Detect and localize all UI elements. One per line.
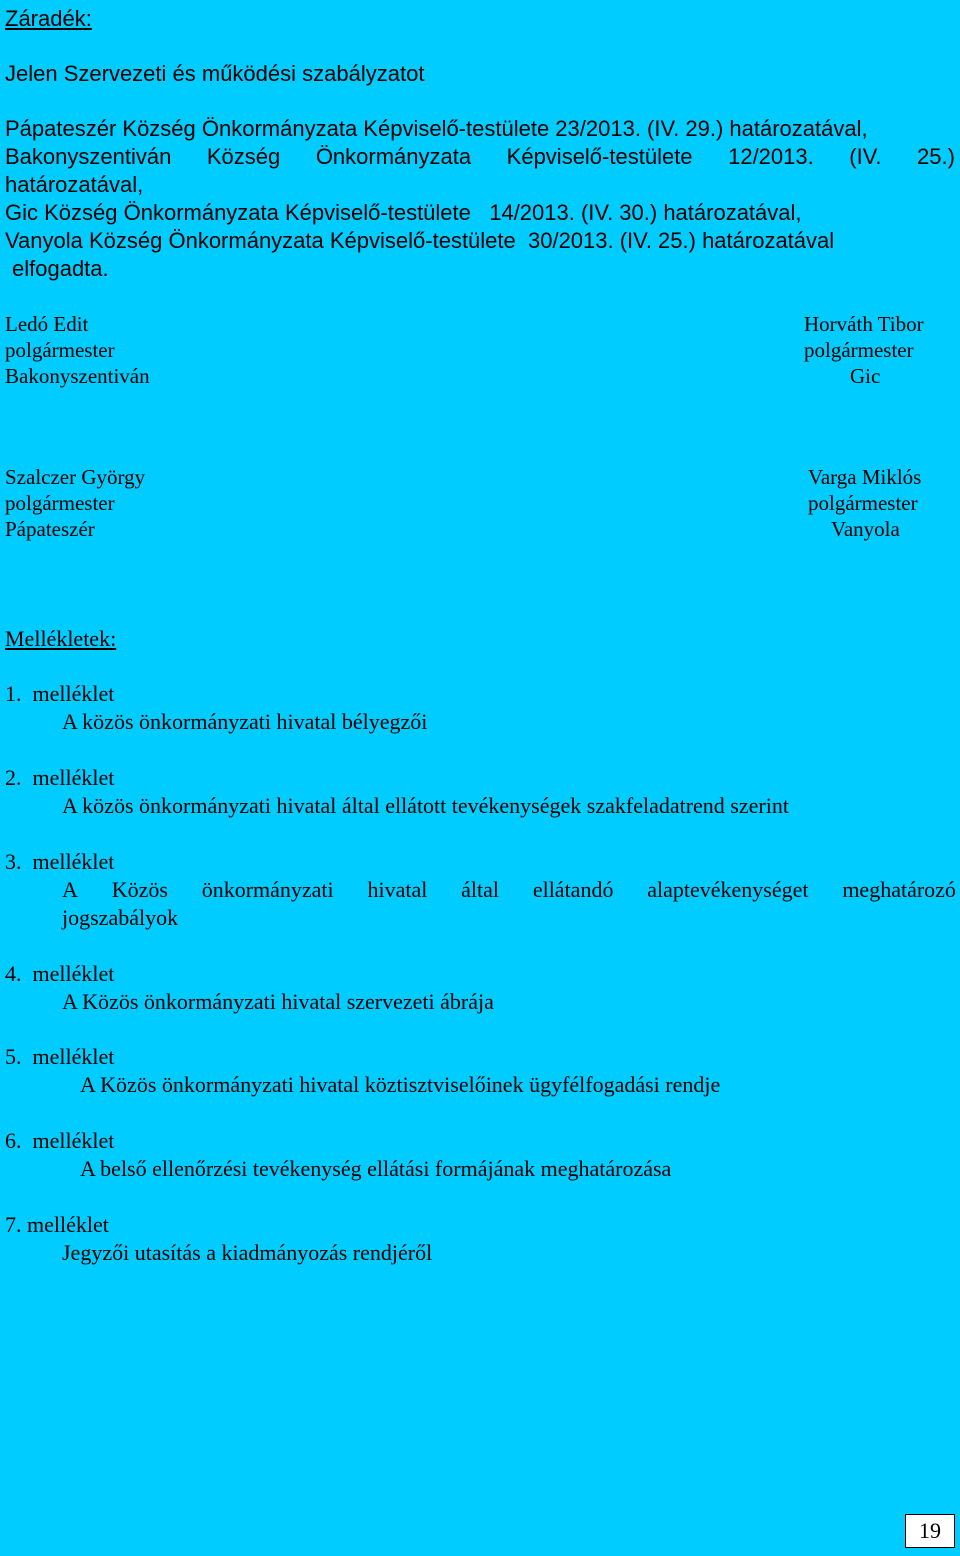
resolution-vanyola: Vanyola Község Önkormányzata Képviselő-testülete 30/2013. (IV. 25.) határozatával: [5, 228, 835, 253]
annex-text: A közös önkormányzati hivatal bélyegzői: [62, 709, 428, 734]
resolution-word: 25.): [917, 144, 955, 169]
intro-text: Jelen Szervezeti és működési szabályzatot: [5, 61, 425, 86]
resolution-papateszer: Pápateszér Község Önkormányzata Képviselő-testülete 23/2013. (IV. 29.) határozatával,: [5, 116, 868, 141]
signatory-block-right-1: [804, 311, 924, 389]
annex-label: 7. melléklet: [5, 1212, 109, 1237]
signatory-title: polgármester: [5, 491, 115, 515]
signatory-name: Ledó Edit: [5, 312, 89, 336]
signatory-name: Horváth Tibor: [804, 312, 924, 336]
signatory-block-right-2: [808, 464, 921, 542]
annex-label: 6. melléklet: [5, 1128, 115, 1153]
annex-label: 3. melléklet: [5, 849, 115, 874]
signatory-place: Gic: [850, 364, 881, 388]
annex-text: A közös önkormányzati hivatal által ellátott tevékenységek szakfeladatrend szerint: [62, 793, 789, 818]
signatory-place: Vanyola: [831, 517, 900, 541]
signatory-title: polgármester: [804, 338, 914, 362]
annex-text: A Közös önkormányzati hivatal szervezeti ábrája: [62, 989, 494, 1014]
page-number: 19: [905, 1514, 955, 1548]
section-heading: Záradék:: [5, 6, 92, 31]
annex-word: által: [461, 877, 500, 902]
annex-label: 1. melléklet: [5, 681, 115, 706]
resolution-word: Önkormányzata: [315, 144, 472, 169]
annex-text: A Közös önkormányzati hivatal köztisztviselőinek ügyfélfogadási rendje: [80, 1072, 721, 1097]
resolution-bakonyszentivan: [5, 144, 955, 170]
annexes-heading: Mellékletek:: [5, 626, 117, 651]
resolution-continuation: határozatával,: [5, 172, 144, 197]
signatory-title: polgármester: [5, 338, 115, 362]
signatory-place: Pápateszér: [5, 517, 95, 541]
annex-word: meghatározó: [842, 877, 956, 902]
annex-text: A belső ellenőrzési tevékenység ellátási formájának meghatározása: [80, 1156, 672, 1181]
annex-word: hivatal: [367, 877, 428, 902]
signatory-block-left-2: [5, 464, 145, 542]
annex-word: A: [62, 877, 78, 902]
resolution-word: Képviselő-testülete: [506, 144, 693, 169]
annex-text: Jegyzői utasítás a kiadmányozás rendjéről: [62, 1240, 433, 1265]
annex-label: 2. melléklet: [5, 765, 115, 790]
annex-label: 5. melléklet: [5, 1044, 115, 1069]
resolution-word: Bakonyszentiván: [5, 144, 172, 169]
resolution-word: Község: [206, 144, 281, 169]
annex-text: [62, 877, 956, 903]
annex-word: önkormányzati: [201, 877, 334, 902]
annex-word: ellátandó: [532, 877, 614, 902]
resolution-word: (IV.: [849, 144, 882, 169]
annex-text-continuation: jogszabályok: [62, 905, 179, 930]
annex-word: alaptevékenységet: [647, 877, 809, 902]
signatory-name: Szalczer György: [5, 465, 146, 489]
resolution-gic: Gic Község Önkormányzata Képviselő-testülete 14/2013. (IV. 30.) határozatával,: [5, 200, 802, 225]
signatory-name: Varga Miklós: [808, 465, 922, 489]
signatory-block-left-1: [5, 311, 150, 389]
annex-label: 4. melléklet: [5, 961, 115, 986]
adopted-text: elfogadta.: [12, 256, 109, 281]
annex-word: Közös: [111, 877, 168, 902]
signatory-title: polgármester: [808, 491, 918, 515]
signatory-place: Bakonyszentiván: [5, 364, 150, 388]
resolution-word: 12/2013.: [728, 144, 814, 169]
